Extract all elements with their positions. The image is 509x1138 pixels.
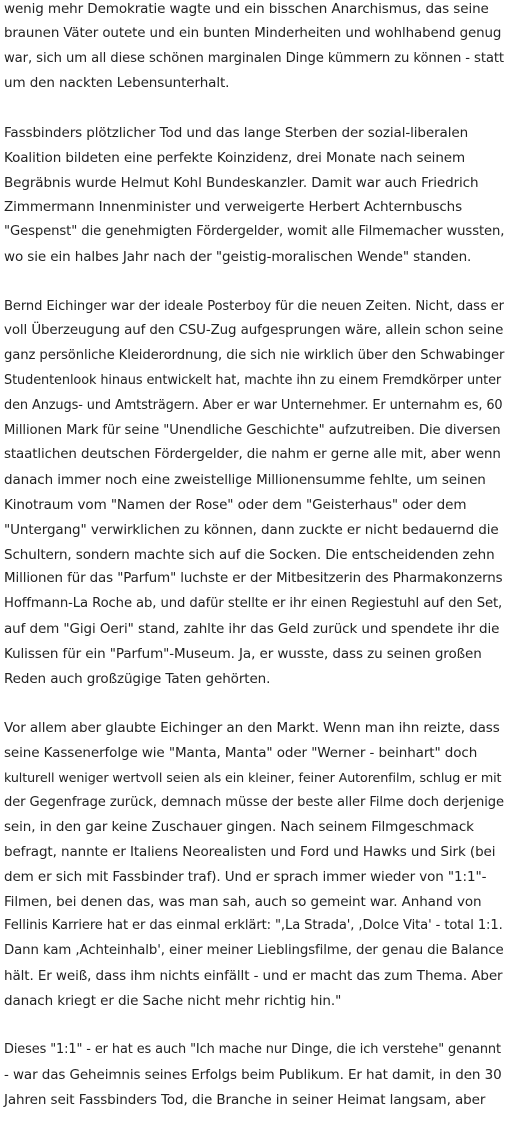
text-line: Kinotraum vom "Namen der Rose" oder dem "Geisterhaus" oder dem bbox=[4, 496, 467, 513]
text-line: ganz persönliche Kleiderordnung, die sich nie wirklich über den Schwabinger bbox=[4, 348, 505, 364]
text-line: befragt, nannte er Italiens Neorealisten und Ford und Hawks und Sirk (bei bbox=[4, 844, 496, 861]
text-line: Koalition bildeten eine perfekte Koinzidenz, drei Monate nach seinem bbox=[4, 149, 466, 166]
text-line: Vor allem aber glaubte Eichinger an den Markt. Wenn man ihn reizte, dass bbox=[4, 720, 500, 737]
text-line: Jahren seit Fassbinders Tod, die Branche in seiner Heimat langsam, aber bbox=[4, 1092, 486, 1109]
article-body bbox=[4, 0, 504, 1138]
text-line: braunen Väter outete und ein bunten Minderheiten und wohlhabend genug bbox=[4, 25, 502, 41]
text-line: dem er sich mit Fassbinder traf). Und er sprach immer wieder von "1:1"- bbox=[4, 868, 487, 885]
paragraph-2 bbox=[4, 121, 504, 270]
text-line: auf dem "Gigi Oeri" stand, zahlte ihr das Geld zurück und spendete ihr die bbox=[4, 620, 500, 637]
text-line: Filmen, bei denen das, was man sah, auch so gemeint war. Anhand von bbox=[4, 893, 482, 910]
text-line: Zimmermann Innenminister und verweigerte Herbert Achternbuschs bbox=[4, 199, 463, 216]
text-line: den Anzugs- und Amtsträgern. Aber er war Unternehmer. Er unternahm es, 60 bbox=[4, 397, 503, 413]
text-line: Begräbnis wurde Helmut Kohl Bundeskanzler. Damit war auch Friedrich bbox=[4, 174, 479, 191]
paragraph-4 bbox=[4, 716, 504, 1014]
text-line: Reden auch großzügige Taten gehörten. bbox=[4, 670, 271, 687]
text-line: war, sich um all diese schönen marginalen Dinge kümmern zu können - statt bbox=[4, 50, 505, 66]
text-line: danach kriegt er die Sache nicht mehr richtig hin." bbox=[4, 992, 342, 1009]
text-line: hält. Er weiß, dass ihm nichts einfällt - und er macht das zum Thema. Aber bbox=[4, 968, 503, 985]
text-line: voll Überzeugung auf den CSU-Zug aufgesprungen wäre, allein schon seine bbox=[4, 323, 504, 339]
text-line: - war das Geheimnis seines Erfolgs beim Publikum. Er hat damit, in den 30 bbox=[4, 1067, 502, 1084]
text-line: danach immer noch eine zweistellige Millionensumme fehlte, um seinen bbox=[4, 472, 486, 489]
text-line: wenig mehr Demokratie wagte und ein bisschen Anarchismus, das seine bbox=[4, 1, 489, 17]
text-line: "Gespenst" die genehmigten Fördergelder, womit alle Filmemacher wussten, bbox=[4, 224, 505, 240]
text-line: wo sie ein halbes Jahr nach der "geistig-moralischen Wende" standen. bbox=[4, 248, 472, 265]
text-line: staatlichen deutschen Fördergelder, die nahm er gerne alle mit, aber wenn bbox=[4, 447, 501, 463]
paragraph-5 bbox=[4, 1038, 504, 1112]
text-line: Kulissen für ein "Parfum"-Museum. Ja, er wusste, dass zu seinen großen bbox=[4, 645, 482, 662]
text-line: sein, in den gar keine Zuschauer gingen. Nach seinem Filmgeschmack bbox=[4, 819, 474, 836]
text-line: Millionen für das "Parfum" luchste er der Mitbesitzerin des Pharmakonzerns bbox=[4, 571, 503, 587]
text-line: "Untergang" verwirklichen zu können, dann zuckte er nicht bedauernd die bbox=[4, 521, 499, 538]
paragraph-1 bbox=[4, 0, 504, 96]
text-line: der Gegenfrage zurück, demnach müsse der beste aller Filme doch derjenige bbox=[4, 794, 504, 810]
text-line: kulturell weniger wertvoll seien als ein kleiner, feiner Autorenfilm, schlug er mit bbox=[4, 769, 502, 785]
text-line: Dann kam ,Achteinhalb', einer meiner Lieblingsfilme, der genau die Balance bbox=[4, 943, 504, 959]
text-line: Bernd Eichinger war der ideale Posterboy für die neuen Zeiten. Nicht, dass er bbox=[4, 298, 504, 314]
text-line: seine Kassenerfolge wie "Manta, Manta" oder "Werner - beinhart" doch bbox=[4, 744, 478, 761]
text-line: Millionen Mark für seine "Unendliche Geschichte" aufzutreiben. Die diversen bbox=[4, 422, 501, 438]
text-line: Dieses "1:1" - er hat es auch "Ich mache nur Dinge, die ich verstehe" genannt bbox=[4, 1042, 501, 1058]
text-line: Fellinis Karriere hat er das einmal erklärt: ",La Strada', ,Dolce Vita' - total 1:1. bbox=[4, 918, 503, 934]
text-line: Studentenlook hinaus entwickelt hat, machte ihn zu einem Fremdkörper unter bbox=[4, 372, 502, 388]
text-line: Schultern, sondern machte sich auf die Socken. Die entscheidenden zehn bbox=[4, 546, 495, 563]
text-line: Hoffmann-La Roche ab, und dafür stellte er ihr einen Regiestuhl auf den Set, bbox=[4, 596, 503, 612]
text-line: Fassbinders plötzlicher Tod und das lange Sterben der sozial-liberalen bbox=[4, 124, 469, 141]
text-line: um den nackten Lebensunterhalt. bbox=[4, 75, 230, 92]
paragraph-3 bbox=[4, 295, 504, 692]
